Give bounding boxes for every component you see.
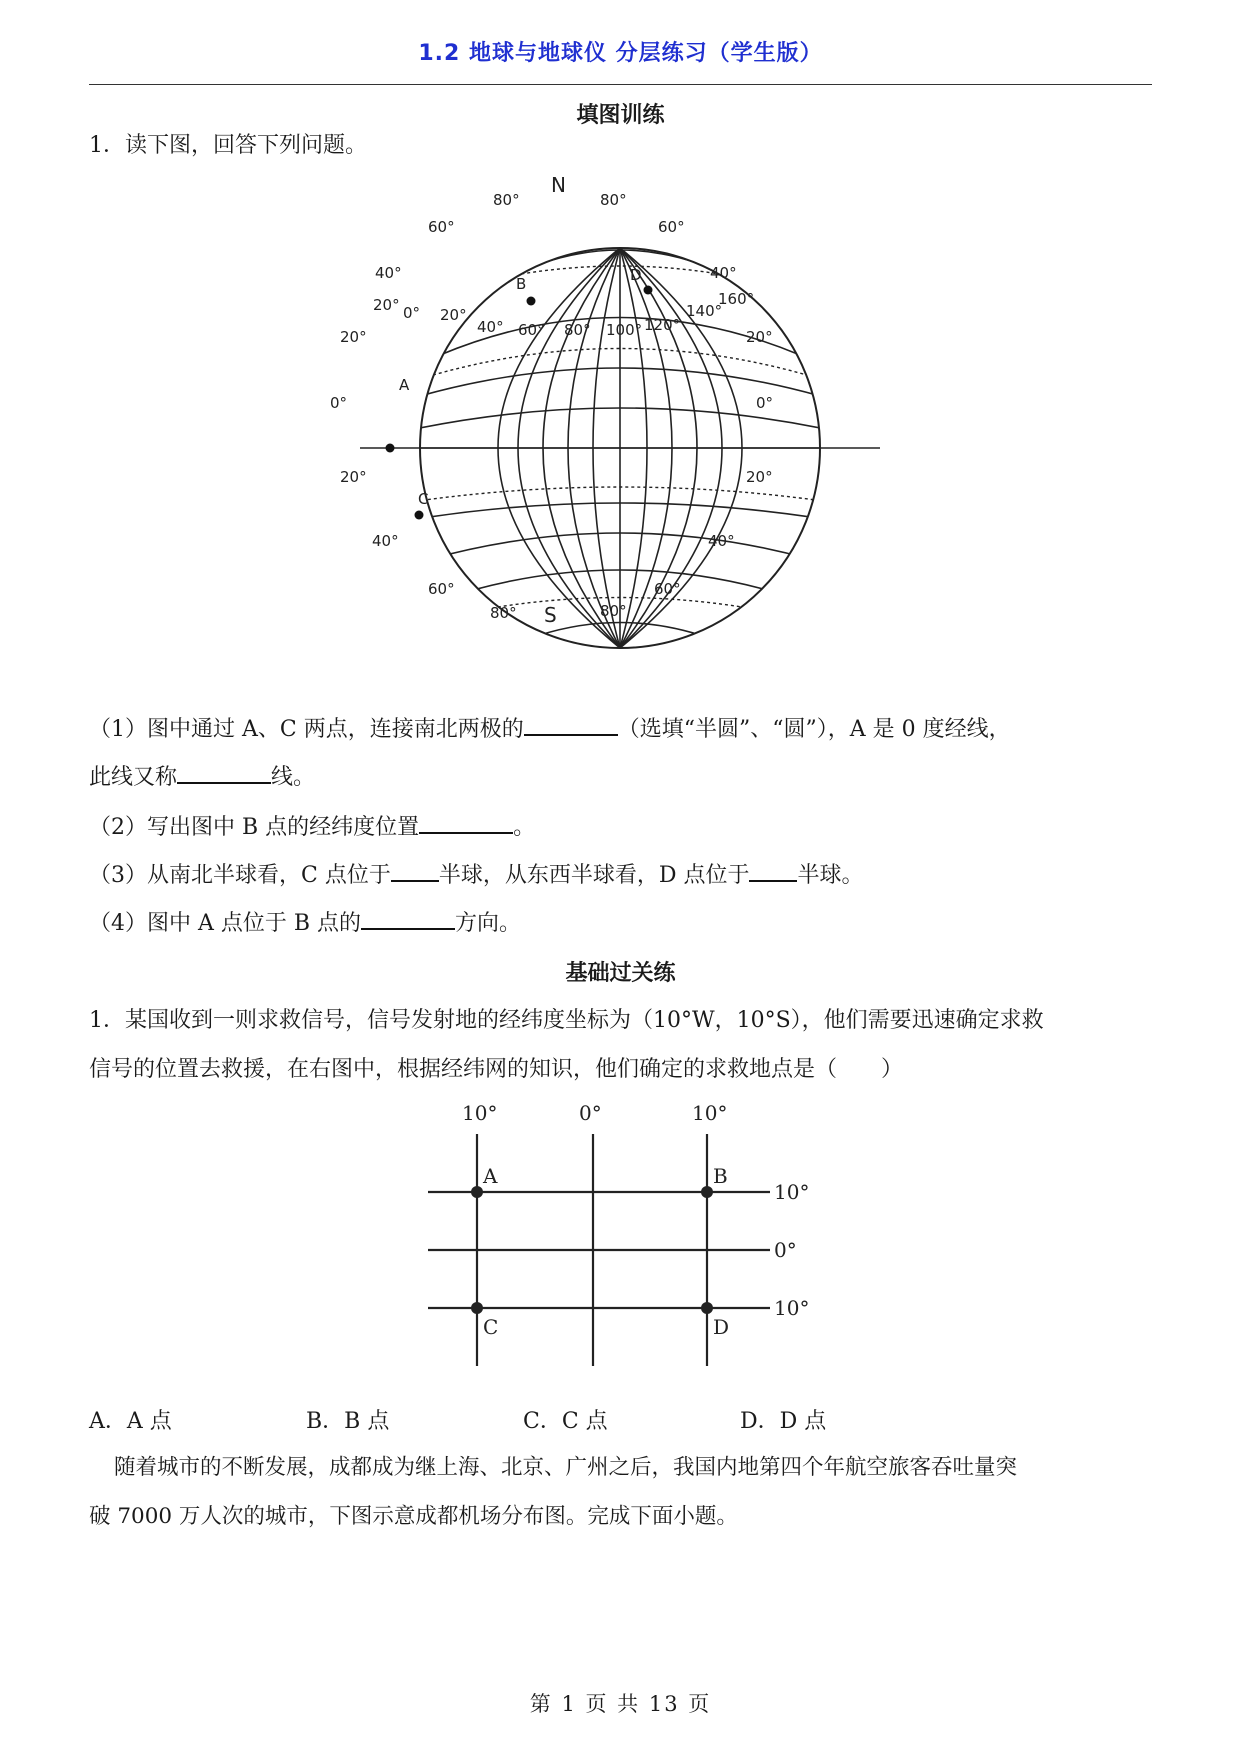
lat-label-60s-left: 60° [428,580,455,598]
lon-label-120e: 120° [644,316,681,334]
sub4-text-a: （4）图中 A 点位于 B 点的 [89,911,362,936]
lat-label-80n-left: 80° [493,191,520,209]
option-c[interactable]: C．C 点 [523,1409,608,1434]
lon-label-140e: 140° [686,302,723,320]
section-title-fill-map: 填图训练 [576,103,665,128]
lon-label-0: 0° [403,304,421,322]
lat-label-0-right: 0° [756,394,774,412]
grid-top-label-0: 0° [579,1101,602,1125]
sub2-text-b: 。 [513,815,536,840]
lon-label-20e: 20° [440,306,467,324]
lat-label-20s-left: 20° [340,468,367,486]
globe-point-a-label: A [399,376,410,394]
lat-label-40s-left: 40° [372,532,399,550]
lat-label-60n-right: 60° [658,218,685,236]
document-title: 1.2 地球与地球仪 分层练习（学生版） [418,41,823,66]
sub-question-1-line2 [89,762,315,793]
grid-point-d-marker [701,1302,713,1314]
grid-top-label-10e: 10° [692,1101,728,1125]
sub3-text-a: （3）从南北半球看，C 点位于 [89,863,391,888]
grid-right-label-10n: 10° [774,1180,810,1204]
grid-point-c-marker [471,1302,483,1314]
sub2-answer-blank[interactable] [419,812,513,834]
lat-label-20n-left: 20° [340,328,367,346]
sub3-text-b: 半球，从东西半球看，D 点位于 [438,863,750,888]
lat-label-40n-right: 40° [710,264,737,282]
sub1-answer-blank-2[interactable] [177,762,271,784]
basic-question-1-line1: 1．某国收到一则求救信号，信号发射地的经纬度坐标为（10°W，10°S），他们需要迅速确定求救 [89,1008,1044,1033]
globe-graticule-diagram [330,173,880,700]
passage-line2: 破 7000 万人次的城市，下图示意成都机场分布图。完成下面小题。 [89,1504,738,1529]
passage-line1: 随着城市的不断发展，成都成为继上海、北京、广州之后，我国内地第四个年航空旅客吞吐量突 [114,1455,1018,1480]
globe-point-b-marker [527,297,536,306]
lat-label-40s-right: 40° [708,532,735,550]
sub-question-2 [89,812,535,843]
question-1-intro: 1．读下图，回答下列问题。 [89,133,367,158]
grid-point-d-label: D [713,1315,730,1339]
lat-label-60s-right: 60° [654,580,681,598]
option-b[interactable]: B．B 点 [306,1409,390,1434]
lat-label-80s-left: 80° [490,604,517,622]
sub1-text-d: 线。 [271,765,316,790]
globe-point-d-marker [644,286,653,295]
basic-question-1-line2: 信号的位置去救援，在右图中，根据经纬网的知识，他们确定的求救地点是（ ） [89,1057,904,1082]
globe-point-b-label: B [516,275,527,293]
north-pole-label: N [551,173,566,197]
lon-label-80e: 80° [564,321,591,339]
sub4-text-b: 方向。 [455,911,522,936]
grid-point-a-marker [471,1186,483,1198]
grid-point-c-label: C [483,1315,499,1339]
lon-label-60e: 60° [518,321,545,339]
lat-label-60n-left: 60° [428,218,455,236]
lat-label-80n-right: 80° [600,191,627,209]
sub1-text-c: 此线又称 [89,765,178,790]
grid-top-label-10w: 10° [462,1101,498,1125]
lat-label-80s-right: 80° [600,602,627,620]
sub-question-4 [89,908,521,939]
option-a[interactable]: A．A 点 [89,1409,172,1434]
globe-point-c-marker [415,511,424,520]
south-pole-label: S [544,603,557,627]
page-number: 第 1 页 共 13 页 [529,1692,712,1716]
sub1-answer-blank-1[interactable] [524,714,618,736]
sub2-text-a: （2）写出图中 B 点的经纬度位置 [89,815,420,840]
lat-label-40n-left: 40° [375,264,402,282]
grid-point-b-label: B [713,1164,728,1188]
lon-label-20w: 20° [373,296,400,314]
sub1-text-b: （选填“半圆”、“圆”），A 是 0 度经线， [617,717,1011,742]
sub3-text-c: 半球。 [797,863,864,888]
lon-label-160e: 160° [718,290,755,308]
globe-point-d-label: D [630,266,642,284]
grid-right-label-10s: 10° [774,1296,810,1320]
lat-label-20n-right: 20° [746,328,773,346]
grid-right-label-0: 0° [774,1238,797,1262]
section-title-basic-practice: 基础过关练 [565,961,676,986]
sub4-answer-blank[interactable] [361,908,455,930]
lat-lon-grid-diagram [420,1098,820,1378]
lat-label-20s-right: 20° [746,468,773,486]
sub1-text-a: （1）图中通过 A、C 两点，连接南北两极的 [89,717,524,742]
sub3-answer-blank-1[interactable] [391,860,439,882]
grid-point-a-label: A [483,1164,498,1188]
option-d[interactable]: D．D 点 [740,1409,827,1434]
lon-label-40e: 40° [477,318,504,336]
sub-question-3 [89,860,863,891]
sub-question-1-line1 [89,714,1011,745]
globe-point-a-marker [386,444,395,453]
lon-label-100e: 100° [606,321,643,339]
globe-point-c-label: C [418,490,429,508]
sub3-answer-blank-2[interactable] [749,860,797,882]
header-divider [89,84,1152,85]
lat-label-0-left: 0° [330,394,348,412]
grid-point-b-marker [701,1186,713,1198]
